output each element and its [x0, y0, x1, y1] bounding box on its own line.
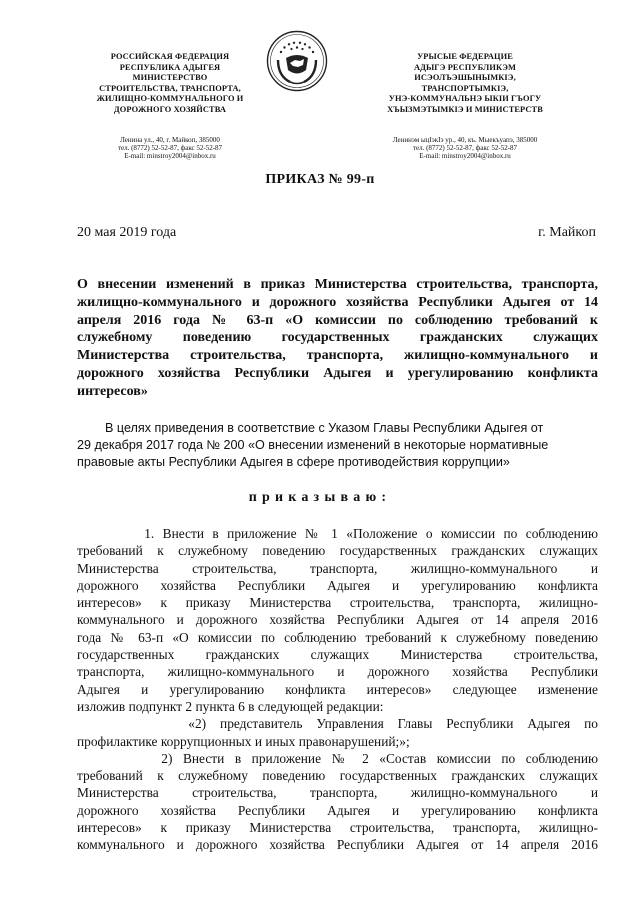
body-line: профилактике коррупционных и иных правонарушений;»;	[77, 733, 410, 749]
ministry-header-adyghe	[350, 52, 580, 161]
body-line: Министерства строительства, транспорта, жилищно-коммунального и	[77, 560, 598, 576]
ministry-contacts-adyghe	[350, 136, 580, 161]
contact-line: тел. (8772) 52-52-87, факс 52-52-87	[412, 143, 518, 152]
body-line: 2) Внести в приложение № 2 «Состав комиссии по соблюдению	[77, 750, 598, 766]
ministry-name-line: ТРАНСПОРТЫМКIЭ,	[421, 83, 509, 93]
subject-line: О внесении изменений в приказ Министерства строительства, транспорта,	[77, 277, 598, 292]
body-line: «2) представитель Управления Главы Республики Адыгея по	[77, 716, 598, 732]
order-title: ПРИКАЗ № 99-п	[265, 172, 375, 187]
ministry-name-line: РЕСПУБЛИКА АДЫГЕЯ	[119, 62, 221, 72]
body-line: требований к служебному поведению государственных гражданских служащих	[77, 768, 598, 784]
order-subject	[77, 276, 598, 401]
ministry-name-line: ДОРОЖНОГО ХОЗЯЙСТВА	[113, 104, 227, 114]
preamble-line: правовые акты Республики Адыгея в сфере противодействия коррупции»	[77, 455, 510, 469]
order-directive-word: приказываю:	[248, 490, 392, 505]
subject-line: Министерства строительства, транспорта, жилищно-коммунального и	[77, 348, 598, 364]
contact-line: E-mail: minstroy2004@inbox.ru	[419, 152, 511, 161]
body-line: 1. Внести в приложение № 1 «Положение о комиссии по соблюдению	[77, 526, 598, 541]
body-line: Министерства строительства, транспорта, жилищно-коммунального и	[77, 785, 598, 801]
ministry-name-line: РОССИЙСКАЯ ФЕДЕРАЦИЯ	[110, 52, 230, 61]
ministry-name-adyghe	[350, 52, 580, 116]
contact-line: тел. (8772) 52-52-87, факс 52-52-87	[117, 143, 223, 152]
ministry-name-line: УНЭ-КОММУНАЛЬНЭ ЫКIИ ГЪОГУ	[388, 94, 542, 104]
contact-line: Ленинэм ыцIэкIэ ур., 40, къ. Мыекъуапэ, 385000	[392, 135, 538, 144]
ministry-name-line: ИСЭОЛЪЭШЫНЫМКIЭ,	[414, 73, 516, 83]
ministry-contacts-russian	[60, 136, 280, 161]
ministry-name-line: ХЪЫЗМЭТЫМКIЭ И МИНИСТЕРСТВ	[387, 104, 543, 114]
ministry-header-russian	[60, 52, 280, 161]
subject-line: дорожного хозяйства Республики Адыгея и урегулированию конфликта	[77, 365, 598, 381]
subject-line: апреля 2016 года № 63-п «О комиссии по соблюдению требований к	[77, 312, 598, 328]
body-line: дорожного хозяйства Республики Адыгея и урегулированию конфликта	[77, 577, 598, 593]
body-line: дорожного хозяйства Республики Адыгея и урегулированию конфликта	[77, 802, 598, 818]
order-date: 20 мая 2019 года	[77, 225, 177, 240]
body-line: требований к служебному поведению государственных гражданских служащих	[77, 543, 598, 559]
order-city: г. Майкоп	[538, 225, 596, 240]
body-line: изложив подпункт 2 пункта 6 в следующей редакции:	[77, 698, 384, 714]
ministry-name-line: ЖИЛИЩНО-КОММУНАЛЬНОГО И	[96, 94, 244, 104]
body-line: коммунального и дорожного хозяйства Республики Адыгея от 14 апреля 2016	[77, 612, 598, 628]
body-line: Адыгея и урегулированию конфликта интересов» следующее изменение	[77, 681, 598, 697]
adygea-coat-of-arms-icon	[266, 30, 328, 92]
preamble-line: 29 декабря 2017 года № 200 «О внесении изменений в некоторые нормативные	[77, 438, 549, 452]
subject-line: жилищно-коммунального и дорожного хозяйства Республики Адыгея от 14	[77, 294, 598, 310]
order-body	[77, 525, 598, 854]
body-line: государственных гражданских служащих Министерства строительства,	[77, 647, 598, 663]
ministry-name-russian	[60, 52, 280, 116]
body-line: коммунального и дорожного хозяйства Республики Адыгея от 14 апреля 2016	[77, 837, 598, 853]
contact-line: Ленина ул., 40, г. Майкоп, 385000	[120, 135, 220, 144]
body-line: интересов» к приказу Министерства строительства, транспорта, жилищно-	[77, 820, 598, 836]
ministry-name-line: УРЫСЫЕ ФЕДЕРАЦИЕ	[417, 52, 513, 61]
subject-line: интересов»	[77, 383, 148, 399]
ministry-name-line: МИНИСТЕРСТВО	[132, 73, 208, 83]
body-line: года № 63-п «О комиссии по соблюдению требований к служебному поведению	[77, 629, 598, 645]
contact-line: E-mail: minstroy2004@inbox.ru	[124, 152, 216, 161]
subject-line: служебному поведению государственных гражданских служащих	[77, 330, 598, 346]
ministry-name-line: СТРОИТЕЛЬСТВА, ТРАНСПОРТА,	[99, 83, 241, 93]
preamble-line: В целях приведения в соответствие с Указом Главы Республики Адыгея от	[77, 421, 544, 435]
body-line: транспорта, жилищно-коммунального и дорожного хозяйства Республики	[77, 664, 598, 680]
ministry-name-line: АДЫГЭ РЕСПУБЛИКЭМ	[413, 62, 517, 72]
body-line: интересов» к приказу Министерства строительства, транспорта, жилищно-	[77, 595, 598, 611]
order-preamble	[77, 420, 598, 471]
